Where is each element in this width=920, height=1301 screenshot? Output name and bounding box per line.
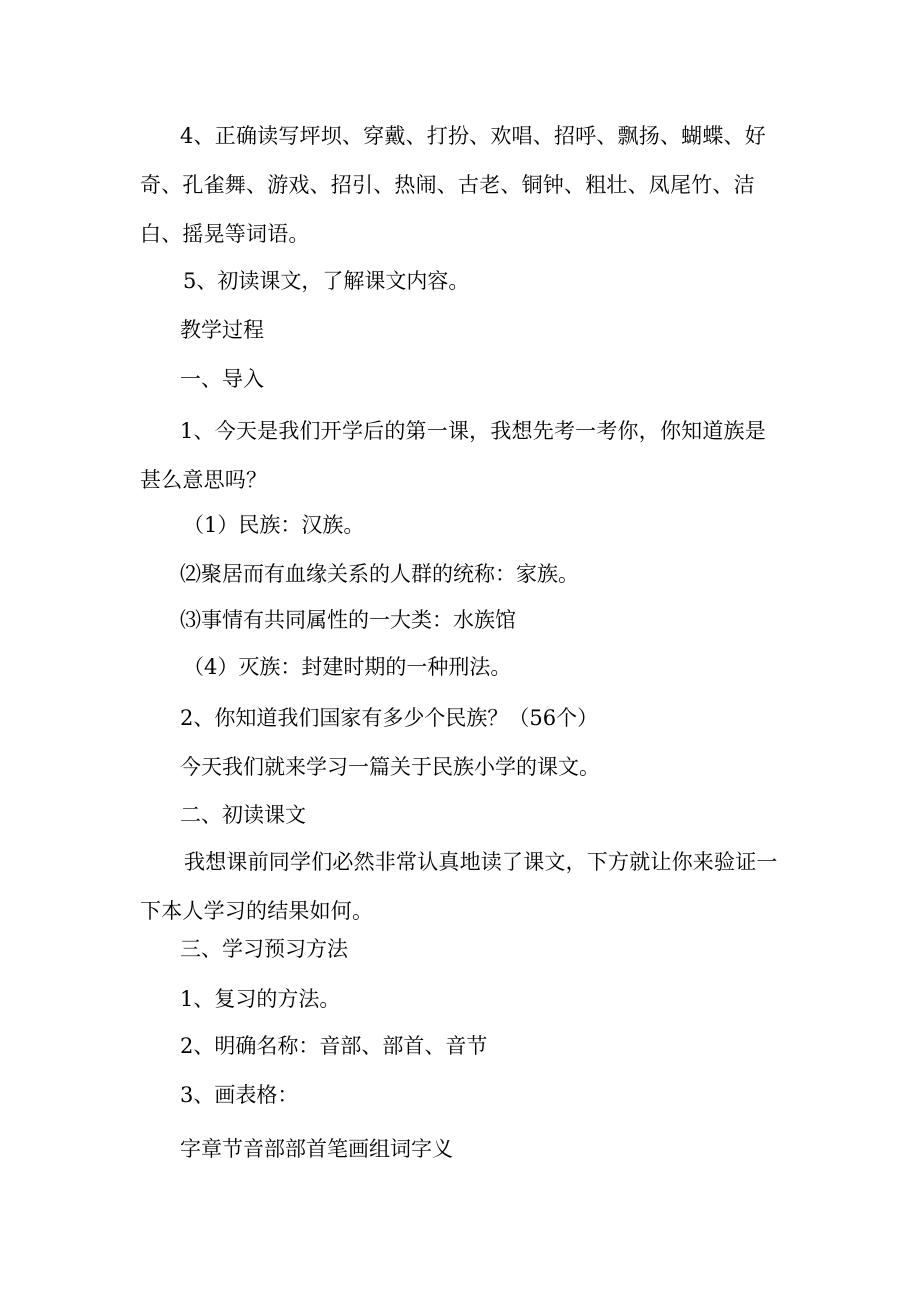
heading-preview-method: 三、学习预习方法 <box>180 937 348 961</box>
paragraph-verify-study: 我想课前同学们必然非常认真地读了课文，下方就让你来验证一下本人学习的结果如何。 <box>140 850 778 923</box>
paragraph-first-reading-goal: 5、初读课文，了解课文内容。 <box>183 269 470 293</box>
paragraph-ethnic-count: 2、你知道我们国家有多少个民族？（56个） <box>180 706 599 730</box>
paragraph-first-lesson-question: 1、今天是我们开学后的第一课，我想先考一考你，你知道族是甚么意思吗？ <box>140 419 766 492</box>
heading-introduction: 一、导入 <box>180 367 264 391</box>
method-item-names: 2、明确名称：音部、部首、音节 <box>180 1034 488 1058</box>
list-item-ethnic-group: （1）民族：汉族。 <box>183 513 365 537</box>
list-item-family: ⑵聚居而有血缘关系的人群的统称：家族。 <box>180 562 579 586</box>
method-item-review: 1、复习的方法。 <box>180 987 341 1011</box>
list-item-punishment: （4）灭族：封建时期的一种刑法。 <box>183 655 512 679</box>
paragraph-today-lesson: 今天我们就来学习一篇关于民族小学的课文。 <box>180 755 600 779</box>
heading-teaching-process: 教学过程 <box>180 318 264 342</box>
heading-first-reading: 二、初读课文 <box>180 803 306 827</box>
table-header-row: 字章节音部部首笔画组词字义 <box>180 1137 453 1161</box>
list-item-category: ⑶事情有共同属性的一大类：水族馆 <box>180 608 516 632</box>
paragraph-vocabulary: 4、正确读写坪坝、穿戴、打扮、欢唱、招呼、飘扬、蝴蝶、好奇、孔雀舞、游戏、招引、热闹、古老、铜钟、粗壮、凤尾竹、洁白、摇晃等词语。 <box>140 124 766 246</box>
method-item-table: 3、画表格： <box>180 1083 299 1107</box>
